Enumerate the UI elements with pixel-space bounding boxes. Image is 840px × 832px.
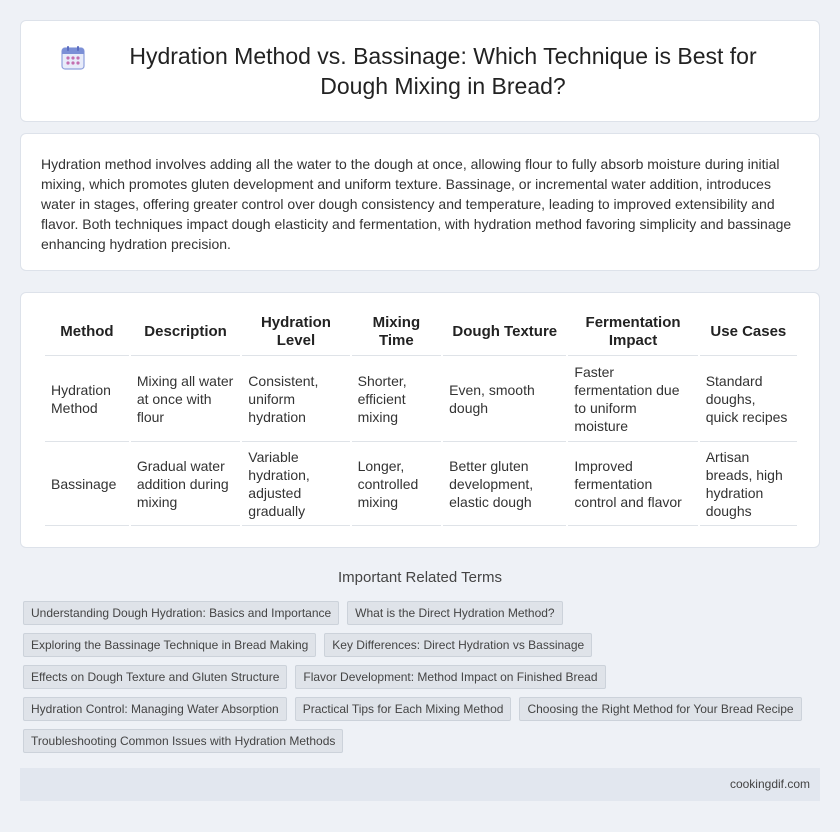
table-cell: Hydration Method bbox=[45, 356, 129, 442]
table-cell: Artisan breads, high hydration doughs bbox=[700, 442, 797, 526]
comparison-table-card bbox=[20, 292, 820, 548]
table-header-cell: Dough Texture bbox=[443, 309, 566, 356]
table-cell: Bassinage bbox=[45, 442, 129, 526]
related-term-link[interactable]: Understanding Dough Hydration: Basics and Importance bbox=[23, 601, 339, 625]
table-cell: Improved fermentation control and flavor bbox=[568, 442, 697, 526]
footer bbox=[20, 768, 820, 801]
intro-card bbox=[20, 133, 820, 271]
page-title: Hydration Method vs. Bassinage: Which Technique is Best for Dough Mixing in Bread? bbox=[129, 43, 757, 99]
table-header-cell: Method bbox=[45, 309, 129, 356]
table-cell: Standard doughs, quick recipes bbox=[700, 356, 797, 442]
related-term-link[interactable]: Key Differences: Direct Hydration vs Bassinage bbox=[324, 633, 592, 657]
related-terms-heading: Important Related Terms bbox=[338, 569, 502, 586]
table-header-cell: Fermentation Impact bbox=[568, 309, 697, 356]
table-cell: Mixing all water at once with flour bbox=[131, 356, 240, 442]
related-term-link[interactable]: Choosing the Right Method for Your Bread Recipe bbox=[519, 697, 801, 721]
related-term-link[interactable]: Hydration Control: Managing Water Absorption bbox=[23, 697, 287, 721]
table-cell: Faster fermentation due to uniform moisture bbox=[568, 356, 697, 442]
table-header-cell: Use Cases bbox=[700, 309, 797, 356]
table-cell: Longer, controlled mixing bbox=[352, 442, 442, 526]
related-terms-list bbox=[23, 601, 823, 761]
related-term-link[interactable]: Flavor Development: Method Impact on Finished Bread bbox=[295, 665, 605, 689]
table-cell: Gradual water addition during mixing bbox=[131, 442, 240, 526]
table-cell: Variable hydration, adjusted gradually bbox=[242, 442, 349, 526]
related-term-link[interactable]: Effects on Dough Texture and Gluten Structure bbox=[23, 665, 287, 689]
related-term-link[interactable]: What is the Direct Hydration Method? bbox=[347, 601, 562, 625]
table-cell: Shorter, efficient mixing bbox=[352, 356, 442, 442]
table-header-cell: Mixing Time bbox=[352, 309, 442, 356]
title-wrap bbox=[60, 41, 780, 101]
table-cell: Even, smooth dough bbox=[443, 356, 566, 442]
comparison-table bbox=[43, 309, 799, 526]
table-row bbox=[45, 442, 797, 526]
calendar-grid-icon bbox=[60, 45, 86, 71]
intro-paragraph: Hydration method involves adding all the water to the dough at once, allowing flour to fully absorb moisture during initial mixing, which promotes gluten development and uniform texture. Bassinage, or incremental water addition, introduces water in stages, offering greater control over dough consistency and temperature, leading to improved extensibility and flavor. Both techniques impact dough elasticity and fermentation, with hydration method favoring simplicity and bassinage enhancing hydration precision. bbox=[41, 156, 792, 252]
table-row bbox=[45, 356, 797, 442]
footer-site-link[interactable]: cookingdif.com bbox=[729, 777, 810, 791]
title-card bbox=[20, 20, 820, 122]
table-header-cell: Description bbox=[131, 309, 240, 356]
related-term-link[interactable]: Exploring the Bassinage Technique in Bread Making bbox=[23, 633, 316, 657]
table-cell: Consistent, uniform hydration bbox=[242, 356, 349, 442]
related-term-link[interactable]: Troubleshooting Common Issues with Hydration Methods bbox=[23, 729, 343, 753]
table-cell: Better gluten development, elastic dough bbox=[443, 442, 566, 526]
table-header-cell: Hydration Level bbox=[242, 309, 349, 356]
related-term-link[interactable]: Practical Tips for Each Mixing Method bbox=[295, 697, 512, 721]
table-header-row bbox=[45, 309, 797, 356]
